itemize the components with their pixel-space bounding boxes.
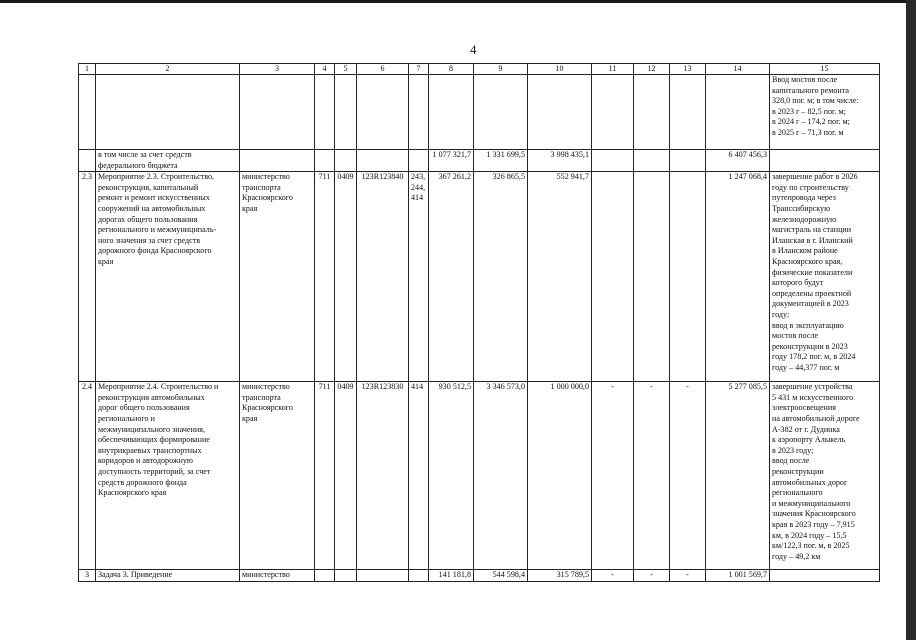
col12-cell — [634, 172, 670, 382]
grbs-cell — [315, 75, 335, 150]
header-cell: 15 — [770, 64, 880, 75]
vr-cell — [409, 150, 429, 172]
name-cell — [96, 75, 240, 150]
csr-cell — [357, 570, 409, 582]
col11-cell: - — [592, 570, 634, 582]
header-row — [79, 64, 880, 75]
vr-cell: 243, 244, 414 — [409, 172, 429, 382]
header-cell: 5 — [335, 64, 357, 75]
budget-table — [78, 63, 880, 582]
amount-2025-cell: 1 000 000,0 — [528, 382, 592, 570]
grbs-cell: 711 — [315, 382, 335, 570]
csr-cell — [357, 150, 409, 172]
total-cell: 6 407 456,3 — [706, 150, 770, 172]
row-number-cell: 2.4 — [79, 382, 96, 570]
amount-2024-cell — [474, 75, 528, 150]
row-number-cell: 3 — [79, 570, 96, 582]
name-cell: в том числе за счет средств федерального бюджета — [96, 150, 240, 172]
amount-2025-cell — [528, 75, 592, 150]
col13-cell — [670, 172, 706, 382]
col11-cell: - — [592, 382, 634, 570]
total-cell: 5 277 085,5 — [706, 382, 770, 570]
rzpr-cell — [335, 75, 357, 150]
header-cell: 11 — [592, 64, 634, 75]
col12-cell — [634, 75, 670, 150]
result-cell — [770, 570, 880, 582]
name-cell: Мероприятие 2.3. Строительство, реконструкция, капитальный ремонт и ремонт искусственных сооружений на автомобильных дорогах общего пользования регионального и межмуниципаль- ного значения за счет средств дорожного фонда Красноярского края — [96, 172, 240, 382]
vr-cell — [409, 75, 429, 150]
amount-2023-cell: 930 512,5 — [429, 382, 474, 570]
col12-cell: - — [634, 382, 670, 570]
rzpr-cell — [335, 150, 357, 172]
total-cell: 1 001 569,7 — [706, 570, 770, 582]
row-number-cell — [79, 75, 96, 150]
csr-cell: 123R123830 — [357, 382, 409, 570]
col12-cell: - — [634, 570, 670, 582]
header-cell: 8 — [429, 64, 474, 75]
header-cell: 9 — [474, 64, 528, 75]
executor-cell — [240, 150, 315, 172]
rzpr-cell: 0409 — [335, 382, 357, 570]
amount-2023-cell — [429, 75, 474, 150]
total-cell — [706, 75, 770, 150]
amount-2023-cell: 367 261,2 — [429, 172, 474, 382]
vr-cell — [409, 570, 429, 582]
amount-2025-cell: 3 998 435,1 — [528, 150, 592, 172]
header-cell: 12 — [634, 64, 670, 75]
table-row — [79, 570, 880, 582]
csr-cell: 123R123840 — [357, 172, 409, 382]
result-cell: Ввод мостов после капитального ремонта 328,0 пог. м; в том числе: в 2023 г – 82,5 пог. м; в 2024 г – 174,2 пог. м; в 2025 г – 71,3 пог. м — [770, 75, 880, 150]
rzpr-cell: 0409 — [335, 172, 357, 382]
amount-2025-cell: 552 941,7 — [528, 172, 592, 382]
col13-cell: - — [670, 570, 706, 582]
header-cell: 3 — [240, 64, 315, 75]
header-cell: 7 — [409, 64, 429, 75]
col13-cell — [670, 75, 706, 150]
name-cell: Задача 3. Приведение — [96, 570, 240, 582]
amount-2023-cell: 141 181,8 — [429, 570, 474, 582]
grbs-cell — [315, 570, 335, 582]
rzpr-cell — [335, 570, 357, 582]
amount-2023-cell: 1 077 321,7 — [429, 150, 474, 172]
header-cell: 1 — [79, 64, 96, 75]
table-row — [79, 382, 880, 570]
result-cell: завершение устройства 5 431 м искусственного электроосвещения на автомобильной дороге А-382 от г. Дудинка к аэропорту Алыкель в 2023 году; ввод после реконструкции автомобильных дорог регионального и межмуниципального значения Красноярского края в 2023 году – 7,915 км, в 2024 году – 15,5 км/122,3 пог. м, в 2025 году – 49,2 км — [770, 382, 880, 570]
amount-2024-cell: 3 346 573,0 — [474, 382, 528, 570]
total-cell: 1 247 068,4 — [706, 172, 770, 382]
name-cell: Мероприятие 2.4. Строительство и реконструкция автомобильных дорог общего пользования регионального и межмуниципального значения, обеспечивающих формирование внутрикраевых транспортных коридоров и автодорожную доступность территорий, за счет средств дорожного фонда Красноярского края — [96, 382, 240, 570]
amount-2024-cell: 544 598,4 — [474, 570, 528, 582]
grbs-cell: 711 — [315, 172, 335, 382]
result-cell: завершение работ в 2026 году по строительству путепровода через Транссибирскую железнодорожную магистраль на станции Иланская в г. Иланский в Иланском районе Красноярского края, физические показатели которого будут определены проектной документацией в 2023 году; ввод в эксплуатацию мостов после реконструкции в 2023 году 178,2 пог. м, в 2024 году – 44,377 пог. м — [770, 172, 880, 382]
header-cell: 10 — [528, 64, 592, 75]
vr-cell: 414 — [409, 382, 429, 570]
table-row — [79, 150, 880, 172]
grbs-cell — [315, 150, 335, 172]
page-number: 4 — [470, 42, 477, 57]
header-cell: 14 — [706, 64, 770, 75]
header-cell: 6 — [357, 64, 409, 75]
col11-cell — [592, 172, 634, 382]
scan-edge-top — [0, 0, 916, 3]
scan-edge-right — [906, 0, 916, 640]
executor-cell: министерство транспорта Красноярского края — [240, 172, 315, 382]
header-cell: 2 — [96, 64, 240, 75]
table-row — [79, 172, 880, 382]
amount-2024-cell: 326 865,5 — [474, 172, 528, 382]
col11-cell — [592, 150, 634, 172]
col11-cell — [592, 75, 634, 150]
row-number-cell — [79, 150, 96, 172]
result-cell — [770, 150, 880, 172]
col13-cell: - — [670, 382, 706, 570]
header-cell: 13 — [670, 64, 706, 75]
executor-cell: министерство — [240, 570, 315, 582]
row-number-cell: 2.3 — [79, 172, 96, 382]
amount-2025-cell: 315 789,5 — [528, 570, 592, 582]
executor-cell: министерство транспорта Красноярского края — [240, 382, 315, 570]
table-row — [79, 75, 880, 150]
amount-2024-cell: 1 331 699,5 — [474, 150, 528, 172]
csr-cell — [357, 75, 409, 150]
col12-cell — [634, 150, 670, 172]
executor-cell — [240, 75, 315, 150]
col13-cell — [670, 150, 706, 172]
header-cell: 4 — [315, 64, 335, 75]
